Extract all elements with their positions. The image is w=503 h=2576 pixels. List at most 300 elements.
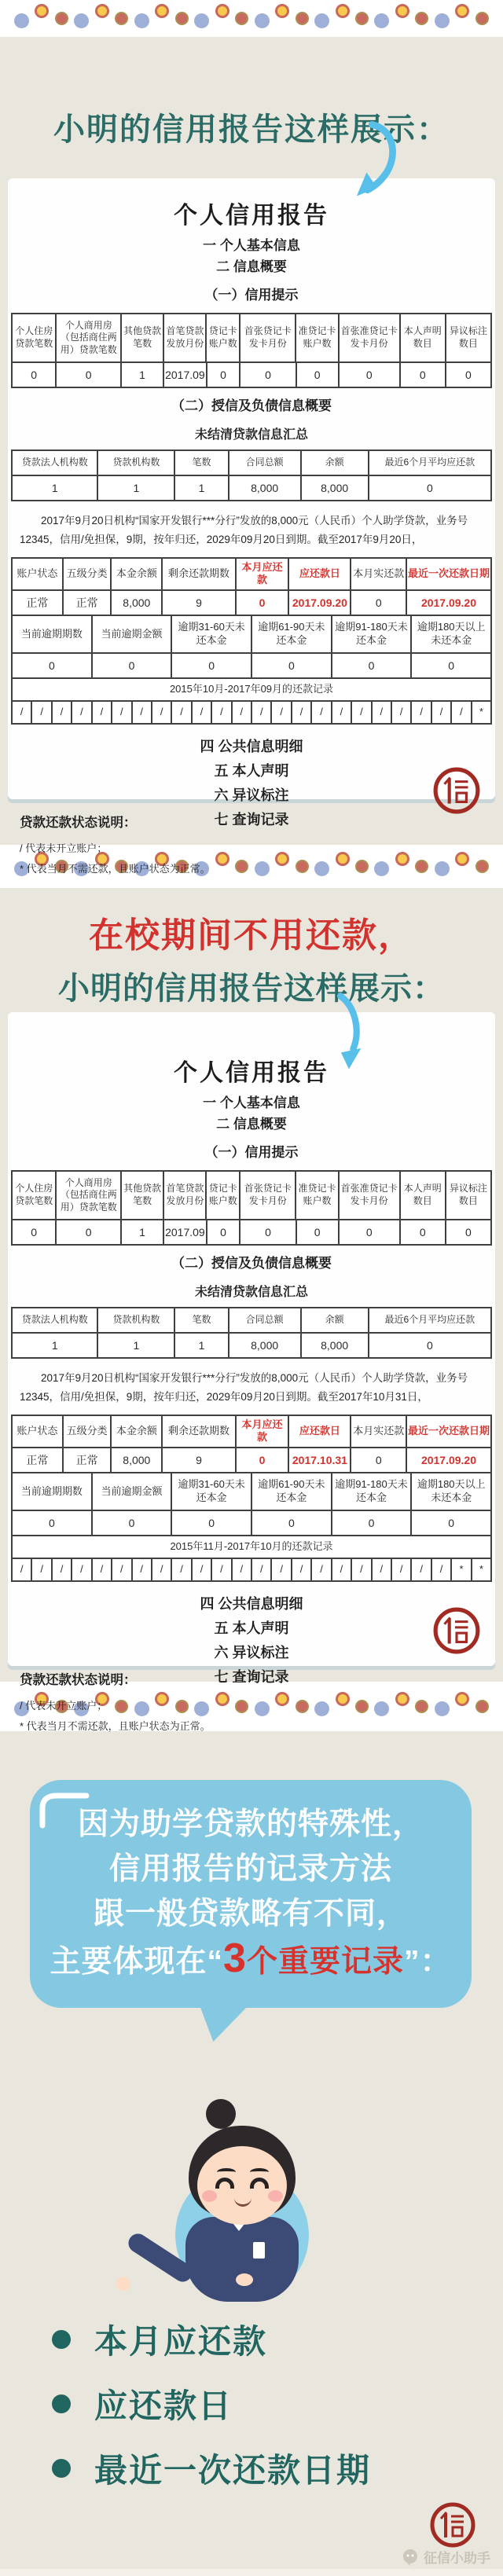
decorative-dot bbox=[475, 12, 489, 25]
decorative-dot bbox=[355, 12, 369, 25]
list-item bbox=[52, 2449, 371, 2487]
table-cell: / bbox=[31, 702, 50, 723]
decorative-dot bbox=[255, 13, 270, 28]
credit-hint-table bbox=[11, 1170, 492, 1246]
loan-description: 2017年9月20日机构“国家开发银行***分行”发放的8,000元（人民币）个人助学贷款，业务号12345，信用/免担保，9期，按年归还，2029年09月20日到期。截至2017年10月31日， bbox=[20, 1372, 468, 1404]
table-cell: / bbox=[51, 1559, 71, 1580]
text-line: 六 异议标注 bbox=[214, 1645, 289, 1661]
decorative-dot bbox=[336, 4, 350, 18]
table-cell: / bbox=[251, 1559, 270, 1580]
section-explainer bbox=[0, 1780, 503, 2576]
table-cell: 本金余额 bbox=[110, 559, 161, 590]
record-period: 2015年11月-2017年10月的还款记录 bbox=[170, 1540, 333, 1553]
table-cell: 8,000 bbox=[110, 591, 161, 615]
list-item bbox=[52, 2385, 371, 2423]
table-cell: 0 bbox=[251, 1511, 331, 1535]
table-cell: 0 bbox=[206, 1220, 240, 1244]
table-cell: / bbox=[211, 702, 230, 723]
table-cell: 逾期31-60天未还本金 bbox=[171, 1473, 251, 1510]
table-value-row bbox=[13, 475, 490, 500]
text-line: / 代表未开立账户； bbox=[20, 842, 108, 855]
table-cell: 合同总额 bbox=[228, 451, 300, 475]
credit-hint-table bbox=[11, 313, 492, 388]
loan-description: 2017年9月20日机构“国家开发银行***分行”发放的8,000元（人民币）个人助学贷款，业务号12345，信用/免担保，9期，按年归还，2029年09月20日到期。截至2017年9月20日， bbox=[20, 515, 468, 546]
credit-seal-icon bbox=[429, 2501, 476, 2548]
report-toc bbox=[8, 1092, 495, 1135]
table-cell: 个人住房贷款笔数 bbox=[15, 325, 53, 349]
table-cell: 最近一次还款日期 bbox=[406, 1416, 490, 1448]
table-cell: / bbox=[410, 702, 430, 723]
table-cell: 当前逾期期数 bbox=[20, 1484, 83, 1497]
table-cell: 本金余额 bbox=[110, 1416, 161, 1448]
list-item bbox=[52, 2321, 371, 2358]
table-cell: 0 bbox=[368, 1334, 490, 1357]
curved-arrow-icon bbox=[352, 119, 401, 200]
table-header-row bbox=[13, 451, 490, 475]
figure-collar bbox=[228, 2217, 250, 2231]
pointing-hand bbox=[116, 2277, 130, 2291]
table-cell: 首张准贷记卡发卡月份 bbox=[338, 1172, 399, 1219]
outstanding-heading: 未结清贷款信息汇总 bbox=[194, 428, 308, 442]
table-cell: 异议标注数目 bbox=[445, 314, 490, 361]
table-cell: * bbox=[471, 702, 490, 723]
table-cell: 个人商用房（包括商住两用）贷款笔数 bbox=[55, 1172, 120, 1219]
table-cell: 账户状态 bbox=[17, 1425, 58, 1437]
table-cell: 9 bbox=[161, 591, 235, 615]
figure-background-circle bbox=[175, 2168, 309, 2302]
section-intro-2 bbox=[0, 888, 503, 1012]
table-cell: 首笔贷款发放月份 bbox=[163, 314, 205, 361]
table-cell: 0 bbox=[331, 1511, 411, 1535]
report-title: 个人信用报告 bbox=[174, 1060, 329, 1086]
pointing-arm bbox=[125, 2230, 196, 2285]
table-cell: 0 bbox=[410, 1511, 490, 1535]
table-cell: 贷记卡账户数 bbox=[205, 314, 239, 361]
table-cell: / bbox=[270, 1559, 290, 1580]
credit-seal-icon bbox=[432, 1606, 481, 1655]
table-cell: / bbox=[151, 702, 171, 723]
quote-bracket-icon bbox=[35, 1788, 93, 1829]
key-record-list bbox=[52, 2321, 371, 2514]
table-cell: / bbox=[111, 1559, 130, 1580]
table-cell: / bbox=[131, 702, 151, 723]
table-cell: / bbox=[270, 702, 290, 723]
decorative-dot bbox=[155, 4, 169, 18]
table-cell: 0 bbox=[55, 363, 120, 387]
debt-heading: （二）授信及负债信息概要 bbox=[171, 1256, 332, 1271]
table-cell: 本月实还款 bbox=[350, 559, 405, 590]
table-cell: 0 bbox=[350, 591, 405, 615]
bubble-line: 跟一般贷款略有不同， bbox=[93, 1897, 408, 1931]
bullet-dot-icon bbox=[52, 2459, 71, 2478]
decorative-dot bbox=[115, 12, 128, 25]
table-cell: 0 bbox=[171, 1511, 251, 1535]
table-cell: 合同总额 bbox=[228, 1308, 300, 1332]
table-value-row bbox=[13, 589, 490, 615]
decorative-dot bbox=[415, 12, 428, 25]
table-cell: / bbox=[310, 1559, 330, 1580]
table-cell: 0 bbox=[31, 368, 38, 381]
bubble-line-highlight: 主要体现在“3个重要记录”： bbox=[50, 1936, 452, 1981]
bottom-strip bbox=[0, 2569, 503, 2576]
table-cell: / bbox=[151, 1559, 171, 1580]
table-cell: 2017.09.20 bbox=[406, 591, 490, 615]
table-cell: 8,000 bbox=[300, 1334, 368, 1357]
table-cell: 1 bbox=[51, 1338, 58, 1352]
decorative-dot bbox=[374, 13, 389, 28]
table-cell: 账户状态 bbox=[17, 567, 58, 580]
table-cell: 0 bbox=[296, 1220, 338, 1244]
table-cell: 余额 bbox=[300, 1308, 368, 1332]
table-cell: / bbox=[91, 702, 111, 723]
table-cell: / bbox=[371, 702, 391, 723]
table-cell: / bbox=[211, 1559, 230, 1580]
text-line: 七 查询记录 bbox=[214, 1669, 289, 1686]
table-cell: 应还款日 bbox=[288, 1416, 350, 1448]
table-cell: / bbox=[91, 1559, 111, 1580]
table-cell: 2017.09.20 bbox=[406, 1448, 490, 1472]
table-cell: 0 bbox=[399, 1220, 445, 1244]
decorative-dot bbox=[435, 13, 450, 28]
table-cell: / bbox=[351, 1559, 370, 1580]
table-cell: / bbox=[71, 1559, 90, 1580]
status-note-title: 贷款还款状态说明： bbox=[20, 1673, 137, 1688]
decorative-dot bbox=[235, 12, 248, 25]
table-cell: 0 bbox=[251, 654, 331, 677]
table-cell: 2017.09 bbox=[163, 363, 206, 387]
text-line: 六 异议标注 bbox=[214, 787, 289, 804]
table-cell: 0 bbox=[235, 591, 288, 615]
table-cell: 8,000 bbox=[300, 476, 368, 500]
decorative-dot bbox=[134, 13, 149, 28]
outstanding-loan-table bbox=[11, 1307, 492, 1359]
table-header-row bbox=[13, 314, 490, 361]
table-cell: 逾期91-180天未还本金 bbox=[331, 616, 411, 652]
table-header-row bbox=[13, 1308, 490, 1332]
outstanding-heading: 未结清贷款信息汇总 bbox=[194, 1286, 308, 1299]
table-cell: 笔数 bbox=[174, 1308, 227, 1332]
table-cell: 0 bbox=[445, 1220, 490, 1244]
table-cell: / bbox=[231, 702, 251, 723]
table-cell: / bbox=[310, 702, 330, 723]
decorative-dot bbox=[194, 13, 209, 28]
list-item-label: 应还款日 bbox=[94, 2387, 233, 2424]
table-cell: 最近6个月平均应还款 bbox=[368, 1308, 490, 1332]
table-value-row bbox=[13, 1332, 490, 1357]
table-cell: 0 bbox=[31, 1225, 38, 1238]
table-cell: 0 bbox=[171, 654, 251, 677]
figure-badge bbox=[253, 2242, 265, 2259]
table-cell: * bbox=[450, 1559, 470, 1580]
table-cell: / bbox=[131, 1559, 151, 1580]
figure-hand bbox=[236, 2273, 253, 2286]
table-cell: 1 bbox=[120, 1220, 163, 1244]
table-cell: 本月应还款 bbox=[235, 559, 288, 590]
text-line: * 代表当月不需还款，且账户状态为正常。 bbox=[20, 863, 211, 875]
table-cell: / bbox=[20, 706, 24, 718]
table-cell: 正常 bbox=[26, 596, 49, 610]
table-cell: 本人声明数目 bbox=[399, 1172, 445, 1219]
table-cell: 贷款机构数 bbox=[97, 1308, 174, 1332]
table-cell: 1 bbox=[51, 481, 58, 494]
table-cell: 首张贷记卡发卡月份 bbox=[239, 1172, 295, 1219]
table-cell: 五级分类 bbox=[62, 559, 111, 590]
decorative-dot bbox=[35, 4, 49, 18]
table-cell: 其他贷款笔数 bbox=[120, 314, 163, 361]
figure-eye bbox=[250, 2178, 269, 2189]
text-line: 二 信息概要 bbox=[216, 1117, 287, 1132]
table-cell: 最近一次还款日期 bbox=[406, 559, 490, 590]
table-header-row bbox=[13, 1172, 490, 1219]
table-cell: 五级分类 bbox=[62, 1416, 111, 1448]
table-cell: / bbox=[291, 1559, 310, 1580]
table-cell: 应还款日 bbox=[288, 559, 350, 590]
figure-hair-bun bbox=[206, 2099, 236, 2129]
bullet-dot-icon bbox=[52, 2330, 71, 2349]
table-cell: * bbox=[471, 1559, 490, 1580]
report-sections bbox=[8, 1592, 495, 1690]
table-cell: 0 bbox=[235, 1448, 288, 1472]
table-cell: 贷款法人机构数 bbox=[21, 1314, 88, 1326]
table-cell: 首笔贷款发放月份 bbox=[163, 1172, 205, 1219]
table-cell: 其他贷款笔数 bbox=[120, 1172, 163, 1219]
table-value-row bbox=[13, 1447, 490, 1472]
table-header-row bbox=[13, 559, 490, 590]
table-cell: 笔数 bbox=[174, 451, 227, 475]
table-cell: 准贷记卡账户数 bbox=[295, 1172, 337, 1219]
figure-cheek bbox=[268, 2190, 283, 2202]
text-line: * 代表当月不需还款，且账户状态为正常。 bbox=[20, 1720, 211, 1733]
table-cell: / bbox=[71, 702, 90, 723]
table-cell: 逾期61-90天未还本金 bbox=[251, 616, 331, 652]
watermark bbox=[401, 2547, 490, 2567]
figure-body bbox=[185, 2217, 299, 2302]
credit-report-card-1 bbox=[8, 178, 495, 875]
table-cell: 0 bbox=[55, 1220, 120, 1244]
status-notes bbox=[20, 838, 483, 879]
watermark-label: 征信小助手 bbox=[424, 2551, 490, 2566]
table-cell: 0 bbox=[239, 1220, 295, 1244]
table-cell: 8,000 bbox=[110, 1448, 161, 1472]
table-cell: 2017.10.31 bbox=[288, 1448, 350, 1472]
status-notes bbox=[20, 1696, 483, 1737]
figure-eye bbox=[215, 2178, 234, 2189]
table-header-row bbox=[13, 1416, 490, 1448]
list-item-label: 最近一次还款日期 bbox=[94, 2452, 372, 2489]
table-cell: / bbox=[31, 1559, 50, 1580]
decorative-dot bbox=[455, 4, 469, 18]
hint-heading: （一）信用提示 bbox=[204, 288, 299, 303]
chat-bubble-icon bbox=[401, 2548, 420, 2567]
decorative-dot bbox=[296, 12, 309, 25]
table-cell: 1 bbox=[174, 476, 227, 500]
record-period-row bbox=[13, 1535, 490, 1558]
table-cell: 8,000 bbox=[228, 476, 300, 500]
table-cell: 0 bbox=[445, 363, 490, 387]
text-line: 四 公共信息明细 bbox=[200, 1596, 303, 1613]
table-cell: / bbox=[351, 702, 370, 723]
table-cell: 个人商用房（包括商住两用）贷款笔数 bbox=[55, 314, 120, 361]
text-line: 一 个人基本信息 bbox=[203, 238, 300, 253]
table-cell: / bbox=[410, 1559, 430, 1580]
table-cell: 正常 bbox=[26, 1454, 49, 1467]
debt-heading: （二）授信及负债信息概要 bbox=[171, 398, 332, 413]
table-cell: / bbox=[371, 1559, 391, 1580]
table-cell: 0 bbox=[338, 363, 399, 387]
table-cell: 逾期180天以上未还本金 bbox=[410, 1473, 490, 1510]
decorative-dot bbox=[275, 4, 289, 18]
table-cell: 贷款机构数 bbox=[97, 451, 174, 475]
table-cell: / bbox=[450, 702, 470, 723]
table-cell: 剩余还款期数 bbox=[161, 1416, 235, 1448]
text-line: 四 公共信息明细 bbox=[200, 739, 303, 755]
table-cell: 1 bbox=[97, 476, 174, 500]
table-cell: 本月应还款 bbox=[235, 1416, 288, 1448]
table-cell: / bbox=[171, 702, 190, 723]
table-cell: 1 bbox=[174, 1334, 227, 1357]
table-cell: 0 bbox=[338, 1220, 399, 1244]
table-cell: 0 bbox=[399, 363, 445, 387]
table-cell: 逾期180天以上未还本金 bbox=[410, 616, 490, 652]
table-cell: 贷记卡账户数 bbox=[205, 1172, 239, 1219]
table-cell: 逾期91-180天未还本金 bbox=[331, 1473, 411, 1510]
table-cell: 1 bbox=[97, 1334, 174, 1357]
record-period: 2015年10月-2017年09月的还款记录 bbox=[169, 683, 334, 695]
table-value-row bbox=[13, 652, 490, 677]
table-cell: / bbox=[111, 702, 130, 723]
table-header-row bbox=[13, 615, 490, 652]
dot-row bbox=[0, 4, 503, 28]
bullet-dot-icon bbox=[52, 2394, 71, 2413]
section-title-teal: 小明的信用报告这样展示： bbox=[58, 971, 445, 1006]
table-cell: 余额 bbox=[300, 451, 368, 475]
table-cell: 首张准贷记卡发卡月份 bbox=[338, 314, 399, 361]
table-cell: / bbox=[291, 702, 310, 723]
table-cell: 当前逾期期数 bbox=[20, 627, 83, 640]
table-cell: / bbox=[331, 702, 351, 723]
table-cell: 个人住房贷款笔数 bbox=[15, 1183, 53, 1206]
report-toc bbox=[8, 235, 495, 277]
outstanding-loan-table bbox=[11, 450, 492, 501]
decorative-dot bbox=[395, 4, 409, 18]
account-status-table bbox=[11, 557, 492, 725]
table-cell: / bbox=[391, 1559, 410, 1580]
hint-heading: （一）信用提示 bbox=[204, 1145, 299, 1160]
table-value-row bbox=[13, 1219, 490, 1244]
table-cell: 0 bbox=[206, 363, 240, 387]
account-status-table bbox=[11, 1415, 492, 1583]
table-cell: 0 bbox=[296, 363, 338, 387]
table-cell: 最近6个月平均应还款 bbox=[368, 451, 490, 475]
table-value-row bbox=[13, 361, 490, 387]
bubble-line: 因为助学贷款的特殊性， bbox=[77, 1807, 424, 1841]
table-cell: 2017.09 bbox=[163, 1220, 206, 1244]
table-cell: 本人声明数目 bbox=[399, 314, 445, 361]
table-cell: 逾期31-60天未还本金 bbox=[171, 616, 251, 652]
figure-eyebrow bbox=[250, 2168, 269, 2176]
decorative-dot bbox=[215, 4, 229, 18]
table-cell: 贷款法人机构数 bbox=[21, 457, 88, 468]
table-cell: 2017.09.20 bbox=[288, 591, 350, 615]
table-cell: / bbox=[191, 1559, 211, 1580]
decorative-dot bbox=[95, 4, 109, 18]
table-cell: 0 bbox=[91, 1511, 171, 1535]
table-cell: 0 bbox=[350, 1448, 405, 1472]
figure-face bbox=[197, 2146, 287, 2225]
bubble-tail bbox=[200, 2005, 248, 2042]
decorative-dot bbox=[314, 13, 329, 28]
table-cell: 0 bbox=[368, 476, 490, 500]
table-cell: / bbox=[171, 1559, 190, 1580]
table-cell: 当前逾期金额 bbox=[91, 616, 171, 652]
table-cell: / bbox=[51, 702, 71, 723]
table-cell: / bbox=[231, 1559, 251, 1580]
table-cell: 0 bbox=[410, 654, 490, 677]
credit-seal-icon bbox=[432, 766, 481, 815]
table-cell: / bbox=[431, 702, 450, 723]
table-cell: / bbox=[251, 702, 270, 723]
repayment-record-row bbox=[13, 1558, 490, 1580]
table-cell: 剩余还款期数 bbox=[161, 559, 235, 590]
table-cell: 9 bbox=[161, 1448, 235, 1472]
decorative-dot bbox=[175, 12, 189, 25]
report-title: 个人信用报告 bbox=[174, 203, 329, 229]
table-cell: / bbox=[331, 1559, 351, 1580]
decorative-dot bbox=[74, 13, 89, 28]
record-period-row bbox=[13, 677, 490, 700]
table-cell: / bbox=[20, 1563, 24, 1576]
text-line: 五 本人声明 bbox=[214, 1620, 289, 1637]
section-title-red: 在校期间不用还款， bbox=[89, 916, 414, 955]
table-cell: 本月实还款 bbox=[350, 1416, 405, 1448]
section-title: 小明的信用报告这样展示： bbox=[53, 112, 450, 147]
text-line: 七 查询记录 bbox=[214, 812, 289, 828]
table-cell: 异议标注数目 bbox=[445, 1172, 490, 1219]
table-header-row bbox=[13, 1472, 490, 1510]
text-line: 五 本人声明 bbox=[214, 763, 289, 780]
table-cell: 0 bbox=[48, 1517, 55, 1530]
section-intro-1 bbox=[0, 37, 503, 178]
table-value-row bbox=[13, 1510, 490, 1535]
table-cell: 逾期61-90天未还本金 bbox=[251, 1473, 331, 1510]
table-cell: 当前逾期金额 bbox=[91, 1473, 171, 1510]
repayment-record-row bbox=[13, 700, 490, 723]
decorative-dot bbox=[55, 12, 68, 25]
table-cell: 0 bbox=[91, 654, 171, 677]
table-cell: 0 bbox=[48, 659, 55, 673]
decorative-dot-band bbox=[0, 0, 503, 37]
text-line: / 代表未开立账户； bbox=[20, 1700, 108, 1712]
speech-bubble bbox=[30, 1780, 472, 2008]
report-sections bbox=[8, 735, 495, 832]
figure-eyebrow bbox=[217, 2168, 236, 2176]
table-cell: 首张贷记卡发卡月份 bbox=[239, 314, 295, 361]
text-line: 一 个人基本信息 bbox=[203, 1095, 300, 1110]
table-cell: 8,000 bbox=[228, 1334, 300, 1357]
credit-report-card-2 bbox=[8, 1012, 495, 1733]
list-item-label: 本月应还款 bbox=[94, 2323, 268, 2360]
table-cell: 0 bbox=[239, 363, 295, 387]
curved-arrow-icon bbox=[332, 989, 365, 1073]
figure-hair bbox=[189, 2126, 296, 2217]
table-cell: 1 bbox=[120, 363, 163, 387]
table-cell: 正常 bbox=[62, 591, 111, 615]
table-cell: 0 bbox=[331, 654, 411, 677]
bubble-line: 信用报告的记录方法 bbox=[108, 1852, 392, 1886]
table-cell: 正常 bbox=[62, 1448, 111, 1472]
figure-cheek bbox=[202, 2190, 217, 2202]
text-line: 二 信息概要 bbox=[216, 259, 287, 274]
